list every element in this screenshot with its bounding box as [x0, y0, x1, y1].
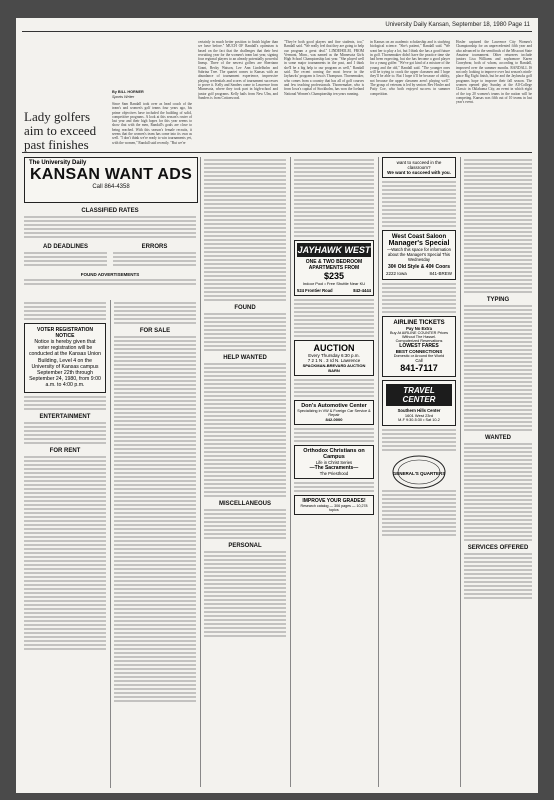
voter-notice	[24, 323, 106, 393]
airline-tickets-ad	[382, 316, 456, 377]
personal-heading: PERSONAL	[228, 543, 262, 549]
col-rule-4	[378, 157, 379, 787]
voter-title: VOTER REGISTRATION NOTICE	[36, 327, 94, 339]
story-text-2: certainly in much better position to finish higher than we have before." MUCH OF Randall's optimism is based on the fact that the challenges that their best recruiting year for the women's team last year, signing four regional players to an already potentially powerful lineup. Three of the newest golfers are Sherriann Grant, Becky Watson, Lee Ann Lindelholm and Sabrina Tree. The quartet comes to Kansas with an abundance of tournament experience, impressive playing credentials and scores of tournament successes to prove it. Kelly and Sanders come to Lawrence from Minnesota, where they took part in high-school and junior golf programs. Kelly hails from New Ulm, and Sanders is from Cottonwood.	[198, 40, 278, 100]
westcoast-line1: West Coast Saloon	[391, 234, 447, 240]
entertainment-heading: ENTERTAINMENT	[39, 413, 91, 420]
col4-text-b	[294, 299, 374, 337]
services-heading: SERVICES OFFERED	[467, 545, 529, 551]
improve-line1: Research catalog — 306 pages — 10,278 topics	[300, 504, 368, 512]
for-rent-heading: FOR RENT	[49, 447, 81, 454]
airline-title: AIRLINE TICKETS	[393, 320, 445, 326]
story-text-4: in Kansas on an academic scholarship and is studying biological science. "She's patient," Randall said. "We want her to play a lot, but I think she has a good future in golf. Thornemaker didn't have the practice time she had been expecting, but she has become a good player for a young golfer. "We've got kind of a mixture of the young and the old," Randall said. "The younger ones will be trying to crack the upper classmen and I hope they'll be able to. But I hope it'll be because of ability, not because the upper classmen aren't playing well." The group of veterans is led by seniors Bev Hosler and Patty Coe, who both enjoyed success in summer competition.	[370, 40, 450, 96]
col-rule-1	[110, 300, 111, 788]
deadlines-heading: AD DEADLINES	[42, 244, 88, 250]
personal-text	[204, 551, 286, 637]
automotive-phone: 842-0000	[325, 417, 343, 422]
story-column-2	[198, 40, 278, 148]
running-head: University Daily Kansan, September 18, 1980 Page 11	[385, 22, 530, 28]
col4-text-c	[294, 379, 374, 397]
orthodox-line3: The Priesthood	[319, 471, 349, 476]
westcoast-address: 2222 Iowa	[386, 271, 407, 276]
intro-text	[24, 302, 106, 320]
airline-line5: BEST CONNECTIONS	[395, 349, 443, 354]
travel-title: TRAVEL CENTER	[386, 384, 452, 406]
col5-text-b	[382, 283, 456, 313]
typing-text	[464, 305, 532, 431]
travel-center-ad	[382, 380, 456, 426]
auction-line1: Every Thursday 6:30 p.m.	[308, 353, 360, 358]
westcoast-line3: —Watch this space for information about the Manager's Special This Wednesday	[387, 247, 451, 262]
jayhawk-features: Indoor Pool • Free Shuttle Near KU	[302, 281, 366, 286]
for-rent-text	[24, 456, 106, 650]
jayhawk-address: 524 Frontier Road	[297, 288, 333, 293]
story-column-3	[284, 40, 364, 148]
byline-name: By BILL HORNER	[112, 90, 144, 94]
classifieds-col-5	[382, 157, 456, 790]
classifieds-col-1	[24, 300, 106, 790]
story-divider	[22, 152, 532, 153]
story-text-5: Hosler captured the Lawrence City Women's Championship for an unprecedented fifth year and also advanced to the semifinals of the Missouri State Amateur tournament. Other returnees include juniors Lisa Williams and sophomore Karen Coneybear, both of whom, according to Randall, improved over the summer months. RANDALL IS not only looking to improve over last season's ninth-place Big Eight finish, but he and the Jayhawks golf programs hope to improve their fall season. The women opened play Sunday at the All-College Classic in Oklahoma City, an event in which eight of the top 20 women's teams in the nation will be competing. Kansas was fifth out of 10 teams in last year's event.	[456, 40, 532, 105]
story-column-5	[456, 40, 532, 148]
byline-role: Sports Writer	[112, 94, 135, 99]
airline-phone: 841-7117	[400, 363, 438, 373]
automotive-title: Don's Automotive Center	[301, 403, 367, 409]
travel-line2: 1601 West 23rd	[404, 413, 434, 418]
jayhawk-west-ad	[294, 240, 374, 296]
story-headline: Lady golfers aim to exceed past finishes	[24, 110, 97, 152]
story-column-1	[112, 40, 192, 148]
newspaper-page	[16, 18, 538, 793]
rates-heading: CLASSIFIED RATES	[81, 208, 139, 214]
story-headline-block	[24, 110, 106, 152]
col4-text-e	[294, 482, 374, 492]
col3-text-a	[204, 159, 286, 301]
automotive-ad	[294, 400, 374, 425]
classifieds-col-6	[464, 157, 532, 790]
jayhawk-name: JAYHAWK WEST	[297, 245, 371, 255]
voter-text: Notice is hereby given that voter registration will be conducted at the Kansas Union Building, Level 4 on the University of Kansas campus September 22th through September 24, 1980, from 9:00 a.m. to 4:00 p.m.	[28, 339, 102, 389]
col5-text-c	[382, 429, 456, 451]
story-column-4	[370, 40, 450, 148]
wanted-text	[464, 443, 532, 541]
classifieds-col-4	[294, 157, 374, 790]
col5-text-a	[382, 181, 456, 227]
found-ads-heading: FOUND ADVERTISEMENTS	[80, 272, 140, 277]
story-text-3: "They're both good players and fine students, too," Randall said. "We really feel that they are going to help our program a great deal." LINDEHOLM, FROM Vermont, Minn., was named as the Minnesota Girls High School Championship last year. "She played well in some major tournaments in the past, and I think she'll be a big help to our program as well," Randall said. The recent coming the most fervor in the Jayhawks' program is Iowa's Thompson. Thornemaker, who comes from a country that has all of golf courses and few teaching professionals. Thornemaker, who is from Iowa's capital of Stockholm, has won the Iceland National Women's Championship ten years running.	[284, 40, 364, 96]
deadlines-list	[24, 252, 107, 266]
classifieds-col-2	[114, 300, 196, 790]
orthodox-line1: Life in Christ Series	[315, 460, 353, 465]
orthodox-line2: —The Sacraments—	[309, 465, 359, 471]
col6-text-a	[464, 159, 532, 293]
miscellaneous-text	[204, 509, 286, 539]
homework-line1: want to succeed in the classroom?	[396, 160, 442, 170]
auction-ad	[294, 340, 374, 376]
airline-line4: LOWEST FARES	[399, 343, 439, 349]
help-wanted-heading: HELP WANTED	[223, 355, 267, 361]
airline-line2: Buy At AIRLINE COUNTER Prices Without The Hassel.	[389, 331, 449, 339]
story-text-1: Since Sam Randall took over as head coach of the team's and women's golf teams four years ago, his prime objectives have included the building of solid, competitive programs. A look at this season's roster of last year and their high hopes for this year seems to show that with the men, Randall's goals are close to being reached. With this season's female recruits, it seems that the women's team has come into its own as well. "I don't think we're ready to win tournaments yet, with the women," Randall said recently. "But we're	[112, 102, 192, 145]
errors-text	[113, 252, 196, 266]
jayhawk-phone: 842-4444	[353, 288, 371, 293]
auction-line2: 7 2 1 N . 3 rd N. Lawrence	[307, 358, 361, 363]
generals-quarters-ad	[382, 454, 456, 476]
miscellaneous-heading: MISCELLANEOUS	[218, 501, 271, 507]
travel-line1: Southern Hills Center	[397, 408, 441, 413]
want-ads-phone: Call 864-4358	[92, 184, 130, 190]
travel-line3: M-F 9:30-5:30 • Sat 10-2	[398, 418, 440, 422]
misc-text	[24, 396, 106, 410]
jayhawk-price: $235	[323, 271, 345, 281]
col-rule-5	[460, 157, 461, 787]
typing-heading: TYPING	[486, 297, 510, 303]
westcoast-line4: 30¢ Old Style & 40¢ Coors	[388, 264, 450, 270]
orthodox-ad	[294, 445, 374, 479]
col2-text-a	[114, 302, 196, 324]
want-ads-banner	[24, 157, 198, 203]
airline-line3: Computerized Reservations	[395, 339, 443, 343]
west-coast-ad	[382, 230, 456, 280]
orthodox-title: Orthodox Christians on Campus	[303, 448, 365, 460]
jayhawk-tagline: ONE & TWO BEDROOM APARTMENTS FROM	[305, 259, 363, 271]
automotive-line1: Specializing in VW & Foreign Car Service & Repair	[297, 409, 371, 417]
homework-ad	[382, 157, 456, 178]
found-heading: FOUND	[234, 305, 256, 311]
airline-call: Call	[415, 358, 423, 363]
rates-block	[24, 204, 196, 296]
auction-line3: SPACKMAN-BREVARD AUCTION BARN	[302, 363, 366, 373]
wanted-heading: WANTED	[485, 435, 511, 441]
classifieds-col-3	[204, 157, 286, 790]
col5-text-d	[382, 490, 456, 536]
col-rule-2	[200, 157, 201, 787]
errors-heading: ERRORS	[141, 244, 168, 250]
want-ads-title: KANSAN WANT ADS	[29, 166, 193, 183]
top-rule	[22, 31, 532, 32]
improve-grades-ad	[294, 495, 374, 515]
rates-table	[24, 216, 196, 238]
for-sale-text	[114, 336, 196, 702]
help-wanted-text	[204, 363, 286, 497]
airline-line1: Pay No Extra	[406, 326, 432, 331]
westcoast-phone: 841-BREW	[429, 271, 452, 276]
generals-title: GENERAL'S QUARTERS	[392, 471, 446, 476]
banner-masthead: The University Daily	[29, 160, 87, 166]
for-sale-heading: FOR SALE	[139, 328, 171, 334]
airline-line6: Domestic or Around the World	[393, 354, 445, 358]
auction-title: AUCTION	[313, 343, 355, 353]
found-text	[204, 313, 286, 351]
entertainment-text	[24, 422, 106, 444]
services-text	[464, 553, 532, 599]
improve-title: IMPROVE YOUR GRADES!	[302, 498, 366, 504]
col-rule-3	[290, 157, 291, 787]
col4-text-d	[294, 428, 374, 442]
homework-line2: We want to succeed with you.	[387, 170, 451, 175]
westcoast-line2: Manager's Special	[388, 240, 450, 247]
col4-text-a	[294, 159, 374, 237]
found-ads-text	[24, 279, 196, 285]
